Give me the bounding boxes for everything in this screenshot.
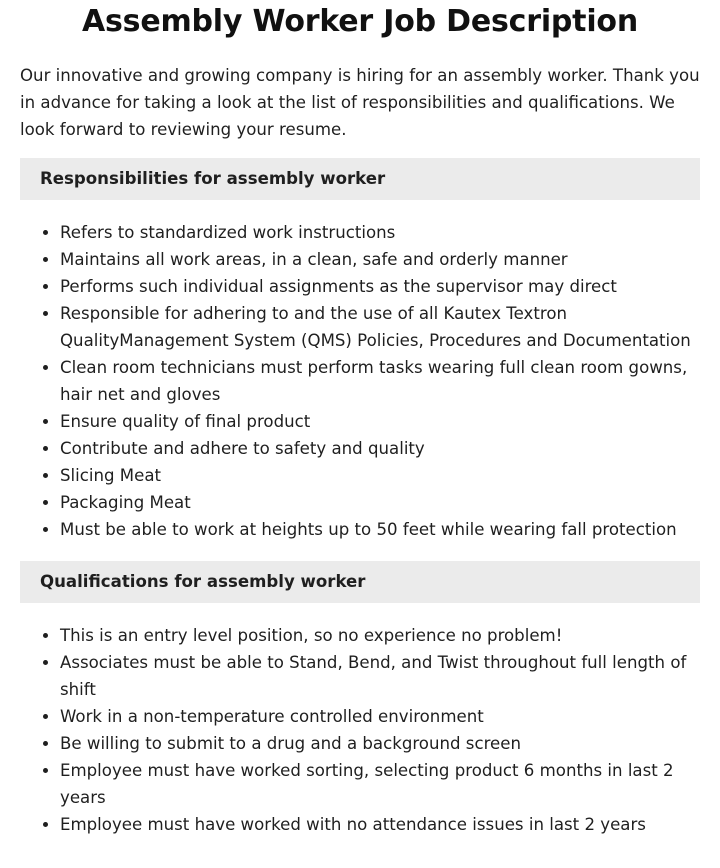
list-item: • This is an entry level position, so no experience no problem! — [60, 622, 700, 649]
list-item: • Responsible for adhering to and the use of all Kautex Textron QualityManagement System (QMS) Policies, Procedures and Documentation — [60, 300, 700, 354]
responsibilities-heading: Responsibilities for assembly worker — [20, 158, 700, 200]
list-item: • Refers to standardized work instructions — [60, 219, 700, 246]
list-item: • Ensure quality of final product — [60, 408, 700, 435]
list-item: • Work in a non-temperature controlled environment — [60, 703, 700, 730]
list-item: • Employee must have worked sorting, selecting product 6 months in last 2 years — [60, 757, 700, 811]
page-title: Assembly Worker Job Description — [82, 4, 638, 39]
intro-paragraph: Our innovative and growing company is hiring for an assembly worker. Thank you in advance for taking a look at the list of responsibilities and qualifications. We look forward to reviewing your resume. — [20, 66, 700, 139]
list-item: • Maintains all work areas, in a clean, safe and orderly manner — [60, 246, 700, 273]
list-item: • Slicing Meat — [60, 462, 700, 489]
list-item: • Associates must be able to Stand, Bend, and Twist throughout full length of shift — [60, 649, 700, 703]
list-item: • Performs such individual assignments as the supervisor may direct — [60, 273, 700, 300]
list-item: • Employee must have worked with no attendance issues in last 2 years — [60, 811, 700, 838]
list-item: • Must be able to work at heights up to 50 feet while wearing fall protection — [60, 516, 700, 543]
list-item: • Packaging Meat — [60, 489, 700, 516]
list-item: • Be willing to submit to a drug and a background screen — [60, 730, 700, 757]
list-item: • Clean room technicians must perform tasks wearing full clean room gowns, hair net and gloves — [60, 354, 700, 408]
responsibilities-list — [20, 219, 700, 543]
qualifications-list — [20, 622, 700, 838]
list-item: • Contribute and adhere to safety and quality — [60, 435, 700, 462]
qualifications-heading: Qualifications for assembly worker — [20, 561, 700, 603]
